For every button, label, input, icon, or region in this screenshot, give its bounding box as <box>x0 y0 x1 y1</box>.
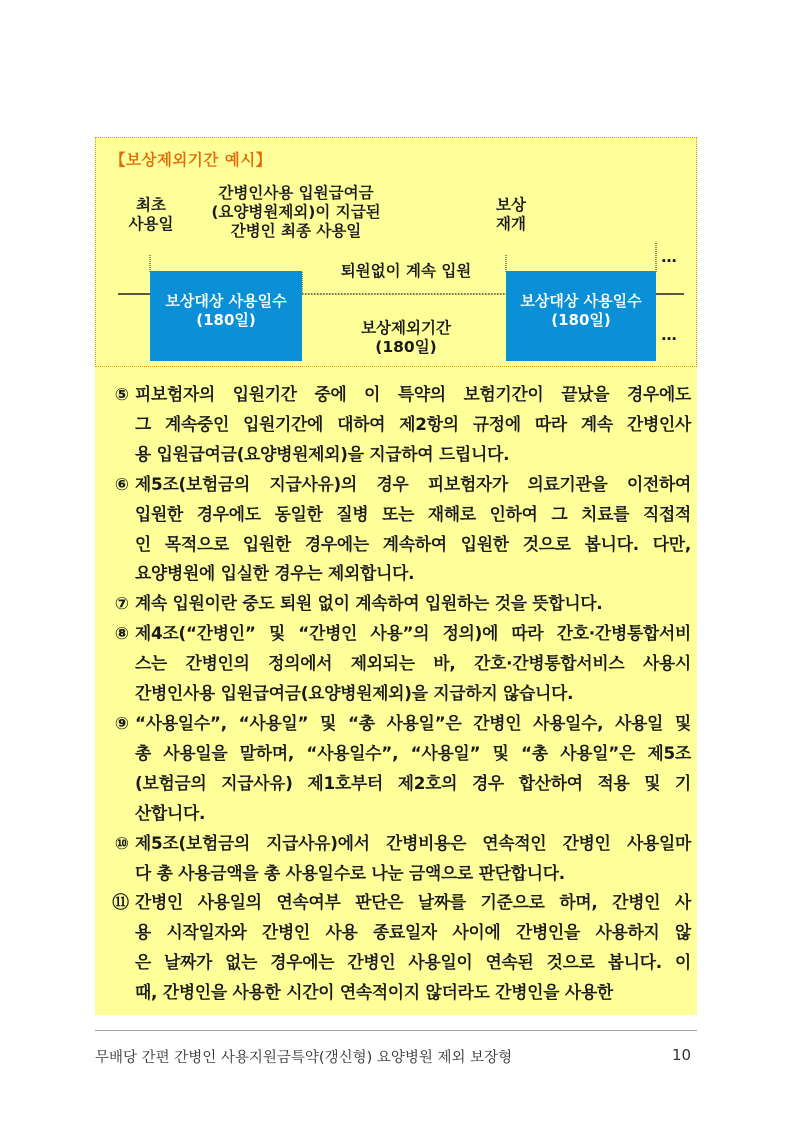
clause-text <box>135 380 691 470</box>
covered-period-1: 보상대상 사용일수 (180일) <box>150 271 302 361</box>
example-title: 【보상제외기간 예시】 <box>110 151 272 169</box>
clause-text <box>135 829 691 889</box>
resume-label: 보상 재개 <box>496 196 526 233</box>
clause-text <box>135 709 691 829</box>
clause-item <box>95 709 697 829</box>
clause-line: 간병인사용 입원급여금(요양병원제외)을 지급하지 않습니다. <box>135 683 574 704</box>
example-diagram-box <box>95 137 697 367</box>
first-use-label: 최초 사용일 <box>128 196 174 233</box>
last-use-label: 간병인사용 입원급여금 (요양병원제외)이 지급된 간병인 최종 사용일 <box>211 184 381 240</box>
clause-line: 피보험자의 입원기간 중에 이 특약의 보험기간이 끝났을 경우에도 <box>135 384 691 404</box>
clause-list <box>95 380 697 1008</box>
footer-title: 무배당 간편 간병인 사용지원금특약(갱신형) 요양병원 제외 보장형 <box>95 1050 513 1066</box>
excluded-period: 보상제외기간 (180일) <box>361 319 451 356</box>
clause-text <box>135 589 691 619</box>
footer-divider <box>95 1030 697 1031</box>
clause-line: (보험금의 지급사유) 제1호부터 제2호의 경우 합산하여 적용 및 기 <box>135 772 691 793</box>
clause-text <box>135 470 691 590</box>
clause-line: 때, 간병인을 사용한 시간이 연속적이지 않더라도 간병인을 사용한 <box>135 982 613 1003</box>
clause-line: 입원한 경우에도 동일한 질병 또는 재해로 인하여 그 치료를 직접적 <box>135 503 691 524</box>
clause-line: 간병인 사용일의 연속여부 판단은 날짜를 기준으로 하며, 간병인 사 <box>135 892 691 913</box>
ellipsis-top: … <box>661 248 677 266</box>
clause-line: 은 날짜가 없는 경우에는 간병인 사용일이 연속된 것으로 봅니다. 이 <box>135 952 691 973</box>
clause-number: ⑨ <box>114 712 129 733</box>
clause-line: 제5조(보험금의 지급사유)의 경우 피보험자가 의료기관을 이전하여 <box>135 473 691 494</box>
clause-number: ⑪ <box>112 892 129 913</box>
ellipsis-bottom: … <box>661 326 677 344</box>
clause-item <box>95 619 697 709</box>
clause-line: 스는 간병인의 정의에서 제외되는 바, 간호·간병통합서비스 사용시 <box>135 653 691 674</box>
clause-line: 용 입원급여금(요양병원제외)을 지급하여 드립니다. <box>135 443 510 464</box>
clause-line: 용 시작일자와 간병인 사용 종료일자 사이에 간병인을 사용하지 않 <box>135 922 691 943</box>
clause-line: 계속 입원이란 중도 퇴원 없이 계속하여 입원하는 것을 뜻합니다. <box>135 593 603 614</box>
clause-text <box>135 619 691 709</box>
clause-line: “사용일수”, “사용일” 및 “총 사용일”은 간병인 사용일수, 사용일 및 <box>135 712 691 733</box>
clause-line: 다 총 사용금액을 총 사용일수로 나눈 금액으로 판단합니다. <box>135 862 565 883</box>
clause-line: 그 계속중인 입원기간에 대하여 제2항의 규정에 따라 계속 간병인사 <box>135 413 691 434</box>
clause-item <box>95 829 697 889</box>
clauses-body <box>95 367 697 1015</box>
page-number: 10 <box>672 1046 692 1064</box>
clause-line: 총 사용일을 말하며, “사용일수”, “사용일” 및 “총 사용일”은 제5조 <box>135 742 691 763</box>
covered-period-2: 보상대상 사용일수 (180일) <box>506 271 656 361</box>
clause-item <box>95 470 697 590</box>
clause-line: 산합니다. <box>135 802 206 823</box>
clause-text <box>135 888 691 1008</box>
clause-number: ⑤ <box>114 384 129 404</box>
clause-item <box>95 380 697 470</box>
continuous-stay-label: 퇴원없이 계속 입원 <box>340 262 472 280</box>
clause-number: ⑩ <box>114 832 129 853</box>
clause-number: ⑧ <box>114 623 129 644</box>
clause-line: 제5조(보험금의 지급사유)에서 간병비용은 연속적인 간병인 사용일마 <box>135 832 691 853</box>
clause-number: ⑥ <box>114 473 129 494</box>
clause-number: ⑦ <box>114 593 129 614</box>
clause-line: 요양병원에 입실한 경우는 제외합니다. <box>135 563 415 584</box>
clause-line: 제4조(“간병인” 및 “간병인 사용”의 정의)에 따라 간호·간병통합서비 <box>135 623 691 644</box>
clause-line: 인 목적으로 입원한 경우에는 계속하여 입원한 것으로 봅니다. 다만, <box>135 533 691 554</box>
clause-item <box>95 888 697 1008</box>
clause-item <box>95 589 697 619</box>
